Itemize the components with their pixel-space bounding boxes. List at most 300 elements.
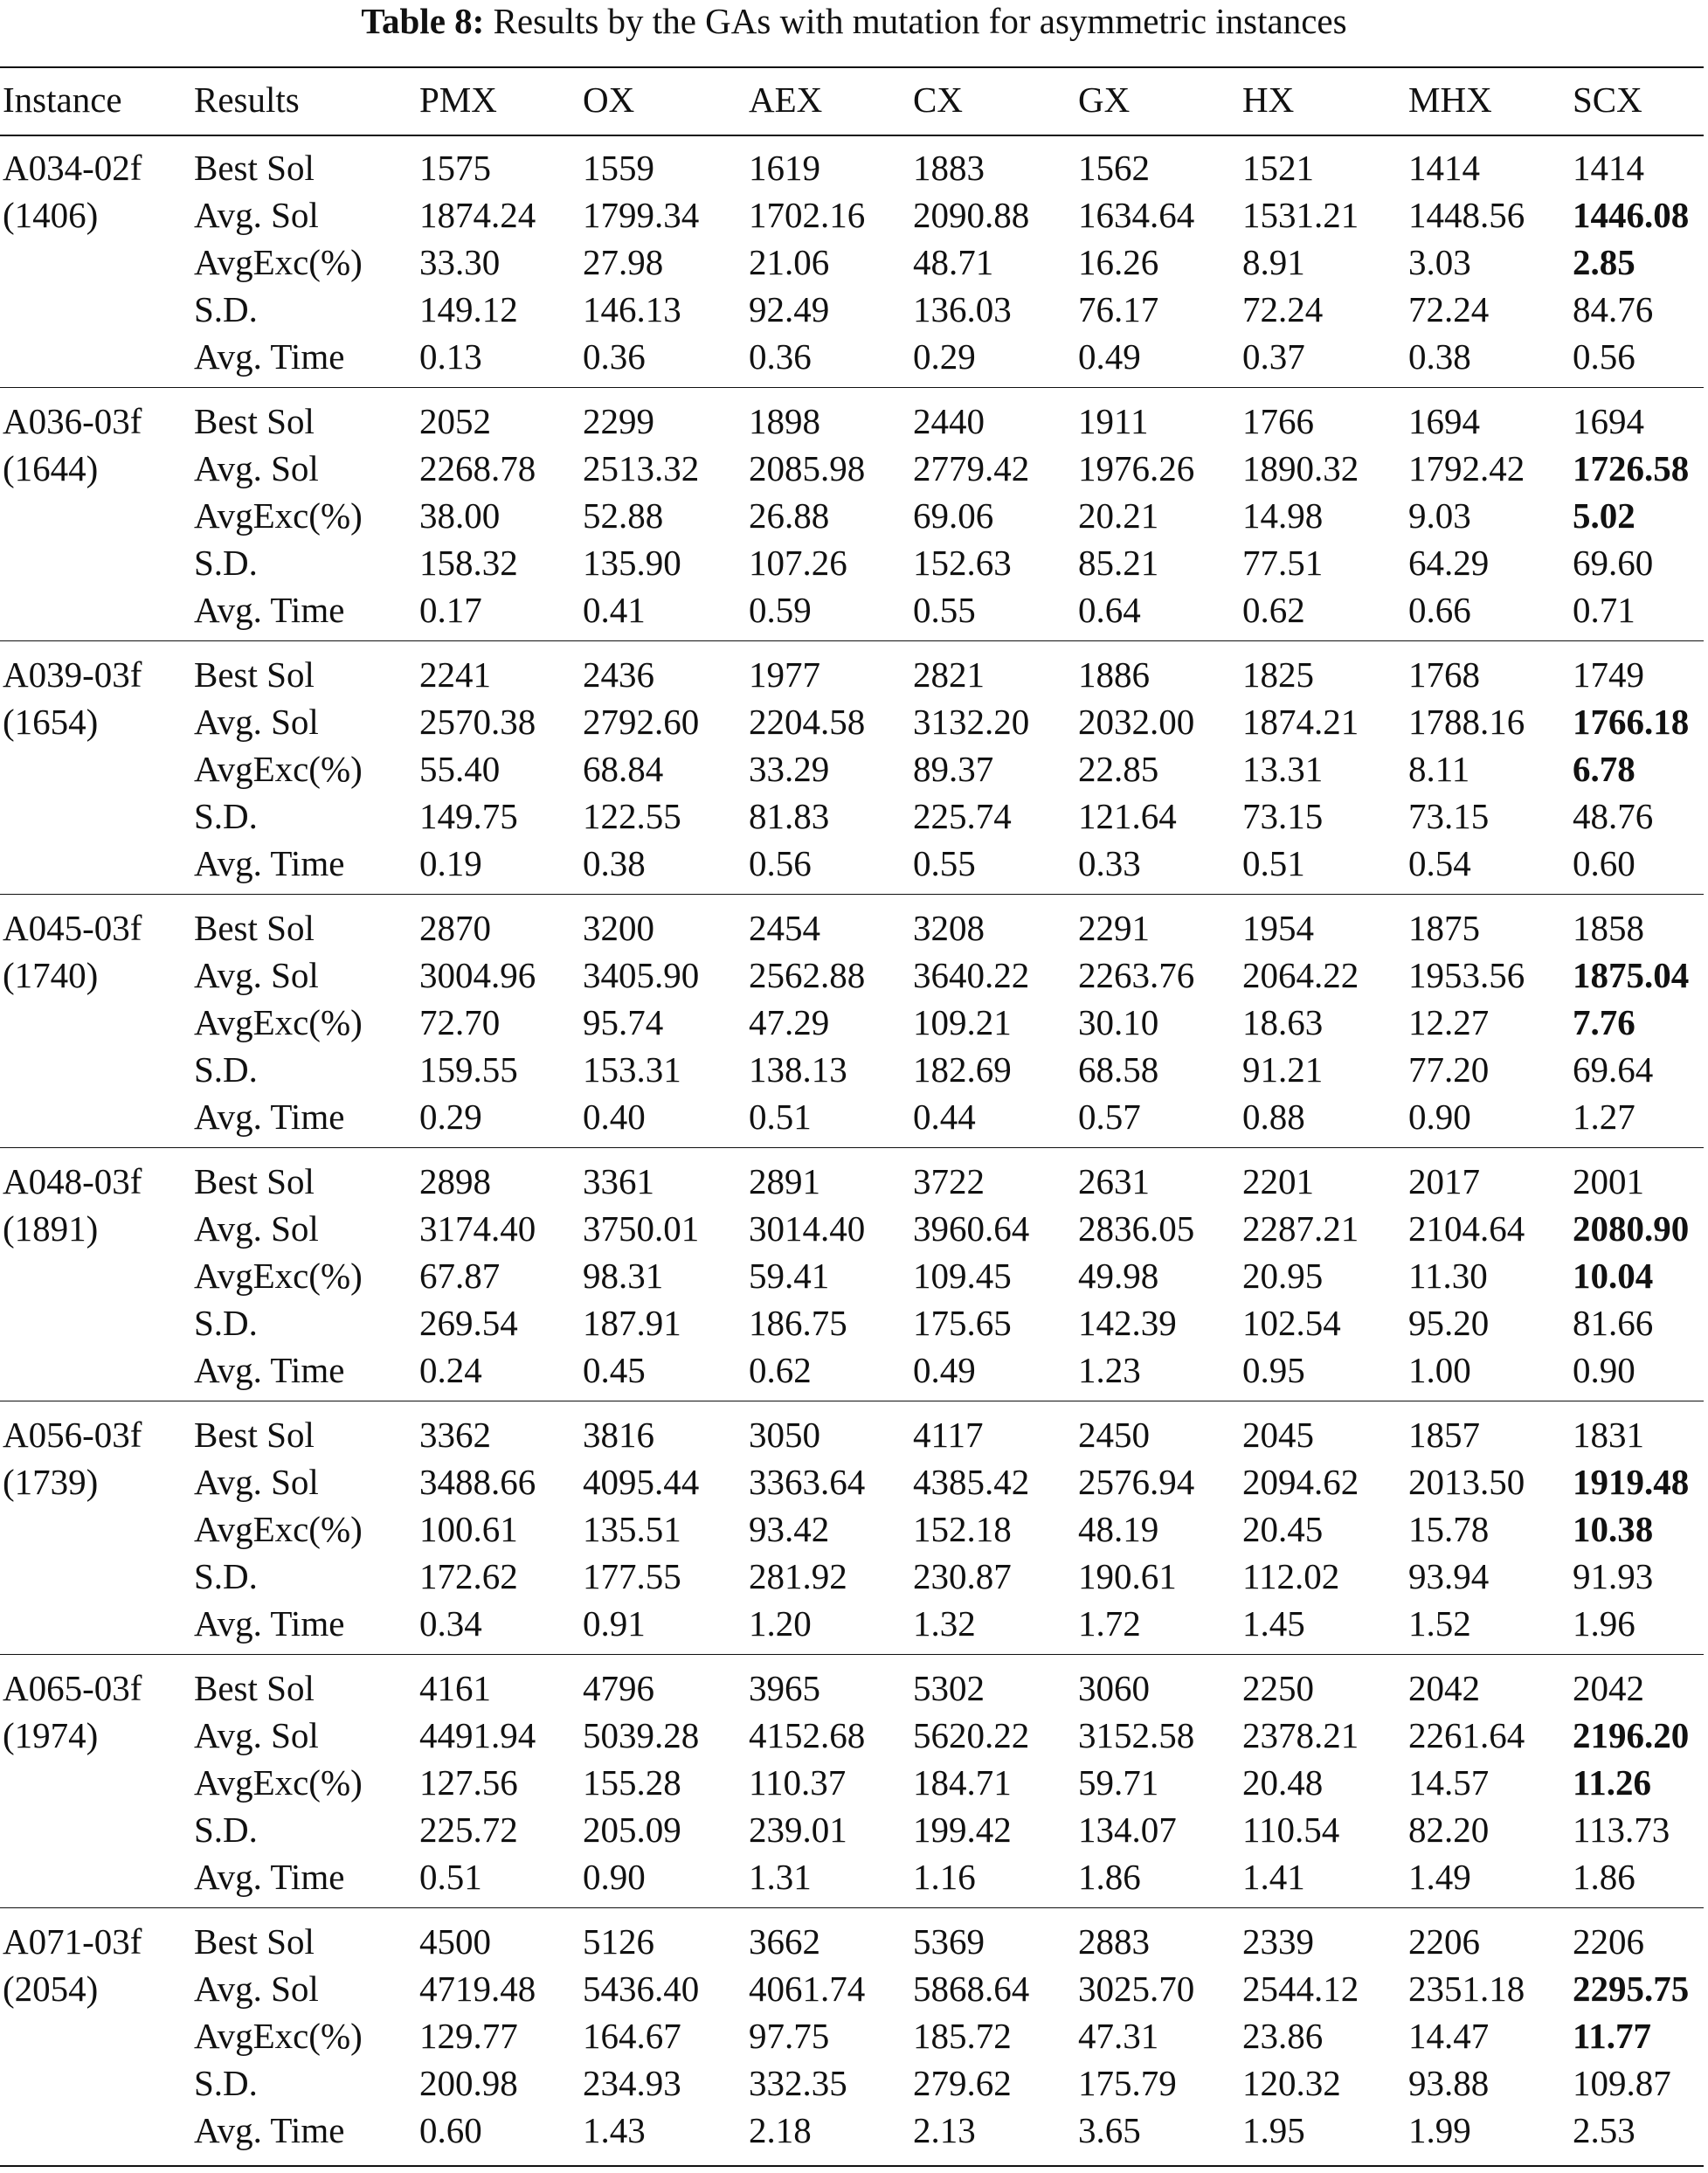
value-cell: 2779.42 [913,448,1030,488]
value-cell: 138.13 [749,1049,847,1090]
value-cell: 9.03 [1408,495,1471,536]
value-cell: 73.15 [1242,796,1324,836]
value-cell: 0.17 [419,590,482,630]
instance-name: A065-03f [3,1668,142,1708]
value-cell: 2631 [1078,1161,1150,1201]
value-cell: 2378.21 [1242,1715,1359,1755]
value-cell: 48.19 [1078,1509,1159,1549]
table-row [0,2107,1708,2154]
value-cell: 22.85 [1078,749,1159,789]
value-cell: 1792.42 [1408,448,1525,488]
table-row [0,1205,1708,1252]
value-cell: 2870 [419,908,491,948]
value-cell: 113.73 [1573,1810,1670,1850]
table-row [0,2012,1708,2059]
value-cell: 13.31 [1242,749,1324,789]
value-cell: 1831 [1573,1415,1644,1455]
instance-optimal: (1891) [3,1208,99,1249]
value-cell: 2268.78 [419,448,536,488]
value-cell: 281.92 [749,1556,847,1596]
value-cell: 15.78 [1408,1509,1490,1549]
value-cell: 11.30 [1408,1256,1488,1296]
value-cell: 149.12 [419,289,518,329]
header-mhx: MHX [1408,80,1492,120]
table-row [0,745,1708,792]
result-label: Best Sol [194,1668,315,1708]
value-cell: 5.02 [1573,495,1635,536]
value-cell: 2206 [1408,1921,1480,1962]
value-cell: 109.21 [913,1002,1012,1042]
result-label: Avg. Time [194,1350,345,1390]
table-row [0,792,1708,840]
value-cell: 10.38 [1573,1509,1654,1549]
value-cell: 0.33 [1078,843,1141,883]
value-cell: 4095.44 [583,1462,700,1502]
value-cell: 2042 [1573,1668,1644,1708]
value-cell: 3488.66 [419,1462,536,1502]
value-cell: 26.88 [749,495,830,536]
value-cell: 2287.21 [1242,1208,1359,1249]
value-cell: 2299 [583,401,654,441]
value-cell: 1.95 [1242,2110,1305,2150]
value-cell: 1619 [749,148,820,188]
value-cell: 3050 [749,1415,820,1455]
value-cell: 0.62 [1242,590,1305,630]
value-cell: 5436.40 [583,1969,700,2009]
value-cell: 1874.24 [419,195,536,235]
value-cell: 23.86 [1242,2016,1324,2056]
value-cell: 1726.58 [1573,448,1690,488]
table-row [0,398,1708,445]
result-label: S.D. [194,289,258,329]
value-cell: 175.65 [913,1303,1012,1343]
result-label: AvgExc(%) [194,1509,363,1549]
table-caption-text: Results by the GAs with mutation for asymmetric instances [493,1,1347,41]
table-row [0,1759,1708,1806]
value-cell: 76.17 [1078,289,1159,329]
table-top-rule [0,66,1704,68]
value-cell: 3025.70 [1078,1969,1195,2009]
result-label: Avg. Sol [194,955,319,995]
table-row [0,1806,1708,1853]
value-cell: 102.54 [1242,1303,1341,1343]
value-cell: 1857 [1408,1415,1480,1455]
table-header-rule [0,135,1704,136]
value-cell: 1562 [1078,148,1150,188]
value-cell: 12.27 [1408,1002,1490,1042]
value-cell: 200.98 [419,2063,518,2103]
value-cell: 1.41 [1242,1857,1305,1897]
value-cell: 3960.64 [913,1208,1030,1249]
value-cell: 1890.32 [1242,448,1359,488]
value-cell: 3405.90 [583,955,700,995]
value-cell: 109.45 [913,1256,1012,1296]
value-cell: 1634.64 [1078,195,1195,235]
value-cell: 0.60 [419,2110,482,2150]
value-cell: 153.31 [583,1049,681,1090]
table-row [0,1918,1708,1965]
value-cell: 158.32 [419,543,518,583]
group-separator [0,640,1704,641]
value-cell: 1749 [1573,654,1644,695]
value-cell: 0.13 [419,336,482,377]
value-cell: 0.54 [1408,843,1471,883]
value-cell: 97.75 [749,2016,830,2056]
value-cell: 3662 [749,1921,820,1962]
value-cell: 38.00 [419,495,501,536]
value-cell: 1883 [913,148,985,188]
instance-optimal: (1406) [3,195,99,235]
value-cell: 109.87 [1573,2063,1671,2103]
value-cell: 0.90 [1573,1350,1635,1390]
table-row [0,2059,1708,2107]
value-cell: 2201 [1242,1161,1314,1201]
instance-group [0,651,1708,887]
value-cell: 0.88 [1242,1097,1305,1137]
value-cell: 3152.58 [1078,1715,1195,1755]
value-cell: 2042 [1408,1668,1480,1708]
value-cell: 225.72 [419,1810,518,1850]
result-label: Avg. Time [194,336,345,377]
result-label: Avg. Sol [194,195,319,235]
value-cell: 2898 [419,1161,491,1201]
value-cell: 0.51 [749,1097,812,1137]
value-cell: 1414 [1573,148,1644,188]
value-cell: 2562.88 [749,955,866,995]
value-cell: 3060 [1078,1668,1150,1708]
value-cell: 1.31 [749,1857,812,1897]
value-cell: 0.36 [583,336,646,377]
group-separator [0,387,1704,388]
table-row [0,539,1708,586]
value-cell: 0.37 [1242,336,1305,377]
value-cell: 72.24 [1242,289,1324,329]
value-cell: 177.55 [583,1556,681,1596]
value-cell: 1911 [1078,401,1149,441]
instance-group [0,904,1708,1140]
value-cell: 2045 [1242,1415,1314,1455]
value-cell: 0.49 [1078,336,1141,377]
table-header-row [0,72,1708,128]
value-cell: 134.07 [1078,1810,1177,1850]
value-cell: 0.55 [913,843,976,883]
table-row [0,492,1708,539]
value-cell: 164.67 [583,2016,681,2056]
instance-group [0,398,1708,633]
instance-optimal: (1644) [3,448,99,488]
value-cell: 2.53 [1573,2110,1635,2150]
value-cell: 59.41 [749,1256,830,1296]
value-cell: 175.79 [1078,2063,1177,2103]
result-label: AvgExc(%) [194,2016,363,2056]
instance-name: A039-03f [3,654,142,695]
value-cell: 149.75 [419,796,518,836]
value-cell: 1953.56 [1408,955,1525,995]
result-label: AvgExc(%) [194,1256,363,1296]
value-cell: 3722 [913,1161,985,1201]
value-cell: 2.13 [913,2110,976,2150]
value-cell: 2544.12 [1242,1969,1359,2009]
value-cell: 1766.18 [1573,702,1690,742]
header-aex: AEX [749,80,823,120]
table-row [0,1411,1708,1458]
value-cell: 1875.04 [1573,955,1690,995]
value-cell: 0.60 [1573,843,1635,883]
value-cell: 95.74 [583,1002,664,1042]
value-cell: 77.20 [1408,1049,1490,1090]
value-cell: 1.43 [583,2110,646,2150]
value-cell: 93.42 [749,1509,830,1549]
value-cell: 18.63 [1242,1002,1324,1042]
value-cell: 21.06 [749,242,830,282]
group-separator [0,1147,1704,1148]
value-cell: 155.28 [583,1762,681,1803]
value-cell: 5620.22 [913,1715,1030,1755]
value-cell: 8.11 [1408,749,1470,789]
value-cell: 4500 [419,1921,491,1962]
value-cell: 1976.26 [1078,448,1195,488]
table-row [0,1046,1708,1093]
value-cell: 3361 [583,1161,654,1201]
result-label: Avg. Time [194,843,345,883]
table-row [0,698,1708,745]
result-label: Avg. Sol [194,1462,319,1502]
table-row [0,1553,1708,1600]
header-ox: OX [583,80,635,120]
value-cell: 59.71 [1078,1762,1159,1803]
value-cell: 0.34 [419,1603,482,1644]
table-bottom-rule [0,2165,1704,2167]
result-label: Best Sol [194,1415,315,1455]
header-results: Results [194,80,300,120]
value-cell: 3362 [419,1415,491,1455]
value-cell: 2513.32 [583,448,700,488]
table-caption-label: Table 8: [361,1,485,41]
result-label: S.D. [194,796,258,836]
value-cell: 2436 [583,654,654,695]
value-cell: 3750.01 [583,1208,700,1249]
value-cell: 1886 [1078,654,1150,695]
value-cell: 7.76 [1573,1002,1635,1042]
instance-group [0,1411,1708,1647]
table-caption [0,0,1708,42]
value-cell: 1766 [1242,401,1314,441]
result-label: Best Sol [194,401,315,441]
value-cell: 84.76 [1573,289,1654,329]
value-cell: 3363.64 [749,1462,866,1502]
instance-name: A048-03f [3,1161,142,1201]
value-cell: 4117 [913,1415,984,1455]
instance-optimal: (1654) [3,702,99,742]
group-separator [0,1907,1704,1908]
value-cell: 89.37 [913,749,994,789]
value-cell: 0.19 [419,843,482,883]
value-cell: 5039.28 [583,1715,700,1755]
value-cell: 1919.48 [1573,1462,1690,1502]
value-cell: 1694 [1573,401,1644,441]
instance-name: A071-03f [3,1921,142,1962]
table-row [0,1299,1708,1346]
table-row [0,333,1708,380]
value-cell: 2064.22 [1242,955,1359,995]
table-row [0,840,1708,887]
value-cell: 225.74 [913,796,1012,836]
table-row [0,1965,1708,2012]
value-cell: 4061.74 [749,1969,866,2009]
value-cell: 3004.96 [419,955,536,995]
value-cell: 2576.94 [1078,1462,1195,1502]
value-cell: 135.51 [583,1509,681,1549]
value-cell: 1.72 [1078,1603,1141,1644]
value-cell: 2450 [1078,1415,1150,1455]
table-row [0,586,1708,633]
value-cell: 1.86 [1078,1857,1141,1897]
value-cell: 20.95 [1242,1256,1324,1296]
value-cell: 0.51 [419,1857,482,1897]
value-cell: 3132.20 [913,702,1030,742]
value-cell: 1.00 [1408,1350,1471,1390]
value-cell: 2836.05 [1078,1208,1195,1249]
value-cell: 0.41 [583,590,646,630]
value-cell: 2094.62 [1242,1462,1359,1502]
value-cell: 234.93 [583,2063,681,2103]
value-cell: 127.56 [419,1762,518,1803]
value-cell: 2821 [913,654,985,695]
value-cell: 0.62 [749,1350,812,1390]
value-cell: 2883 [1078,1921,1150,1962]
group-separator [0,1654,1704,1655]
result-label: Best Sol [194,1921,315,1962]
value-cell: 172.62 [419,1556,518,1596]
table-row [0,144,1708,191]
value-cell: 1531.21 [1242,195,1359,235]
value-cell: 91.21 [1242,1049,1324,1090]
value-cell: 0.45 [583,1350,646,1390]
value-cell: 159.55 [419,1049,518,1090]
value-cell: 2440 [913,401,985,441]
value-cell: 69.60 [1573,543,1654,583]
value-cell: 0.91 [583,1603,646,1644]
value-cell: 5126 [583,1921,654,1962]
value-cell: 91.93 [1573,1556,1654,1596]
table-row [0,952,1708,999]
table-row [0,1853,1708,1900]
table-row [0,999,1708,1046]
value-cell: 92.49 [749,289,830,329]
result-label: Avg. Time [194,590,345,630]
value-cell: 142.39 [1078,1303,1177,1343]
group-separator [0,894,1704,895]
value-cell: 1954 [1242,908,1314,948]
value-cell: 1575 [419,148,491,188]
value-cell: 1799.34 [583,195,700,235]
value-cell: 239.01 [749,1810,847,1850]
value-cell: 3816 [583,1415,654,1455]
result-label: AvgExc(%) [194,242,363,282]
value-cell: 3640.22 [913,955,1030,995]
value-cell: 20.45 [1242,1509,1324,1549]
result-label: AvgExc(%) [194,495,363,536]
value-cell: 3965 [749,1668,820,1708]
value-cell: 48.71 [913,242,994,282]
value-cell: 1414 [1408,148,1480,188]
header-gx: GX [1078,80,1131,120]
value-cell: 49.98 [1078,1256,1159,1296]
result-label: Avg. Time [194,1097,345,1137]
value-cell: 55.40 [419,749,501,789]
value-cell: 1.20 [749,1603,812,1644]
value-cell: 1.16 [913,1857,976,1897]
value-cell: 73.15 [1408,796,1490,836]
table-row [0,1158,1708,1205]
value-cell: 1.23 [1078,1350,1141,1390]
value-cell: 269.54 [419,1303,518,1343]
value-cell: 2104.64 [1408,1208,1525,1249]
value-cell: 135.90 [583,543,681,583]
value-cell: 2570.38 [419,702,536,742]
value-cell: 129.77 [419,2016,518,2056]
value-cell: 14.98 [1242,495,1324,536]
value-cell: 1.99 [1408,2110,1471,2150]
value-cell: 77.51 [1242,543,1324,583]
value-cell: 2090.88 [913,195,1030,235]
value-cell: 2241 [419,654,491,695]
value-cell: 185.72 [913,2016,1012,2056]
instance-name: A045-03f [3,908,142,948]
value-cell: 68.58 [1078,1049,1159,1090]
value-cell: 1875 [1408,908,1480,948]
instance-group [0,1664,1708,1900]
table-row [0,651,1708,698]
value-cell: 110.37 [749,1762,847,1803]
value-cell: 82.20 [1408,1810,1490,1850]
value-cell: 2891 [749,1161,820,1201]
value-cell: 332.35 [749,2063,847,2103]
value-cell: 205.09 [583,1810,681,1850]
instance-optimal: (1974) [3,1715,99,1755]
value-cell: 4491.94 [419,1715,536,1755]
value-cell: 2263.76 [1078,955,1195,995]
value-cell: 69.64 [1573,1049,1654,1090]
value-cell: 3200 [583,908,654,948]
instance-group [0,1158,1708,1394]
value-cell: 2204.58 [749,702,866,742]
header-pmx: PMX [419,80,497,120]
table-row [0,191,1708,239]
table-row [0,286,1708,333]
value-cell: 2085.98 [749,448,866,488]
value-cell: 0.66 [1408,590,1471,630]
value-cell: 67.87 [419,1256,501,1296]
value-cell: 187.91 [583,1303,681,1343]
result-label: S.D. [194,1810,258,1850]
value-cell: 4796 [583,1668,654,1708]
value-cell: 5369 [913,1921,985,1962]
value-cell: 1702.16 [749,195,866,235]
value-cell: 98.31 [583,1256,664,1296]
result-label: Avg. Sol [194,448,319,488]
table-row [0,1600,1708,1647]
value-cell: 0.44 [913,1097,976,1137]
result-label: AvgExc(%) [194,1002,363,1042]
value-cell: 64.29 [1408,543,1490,583]
value-cell: 2291 [1078,908,1150,948]
table-row [0,239,1708,286]
instance-optimal: (1740) [3,955,99,995]
value-cell: 2032.00 [1078,702,1195,742]
value-cell: 1559 [583,148,654,188]
value-cell: 47.29 [749,1002,830,1042]
